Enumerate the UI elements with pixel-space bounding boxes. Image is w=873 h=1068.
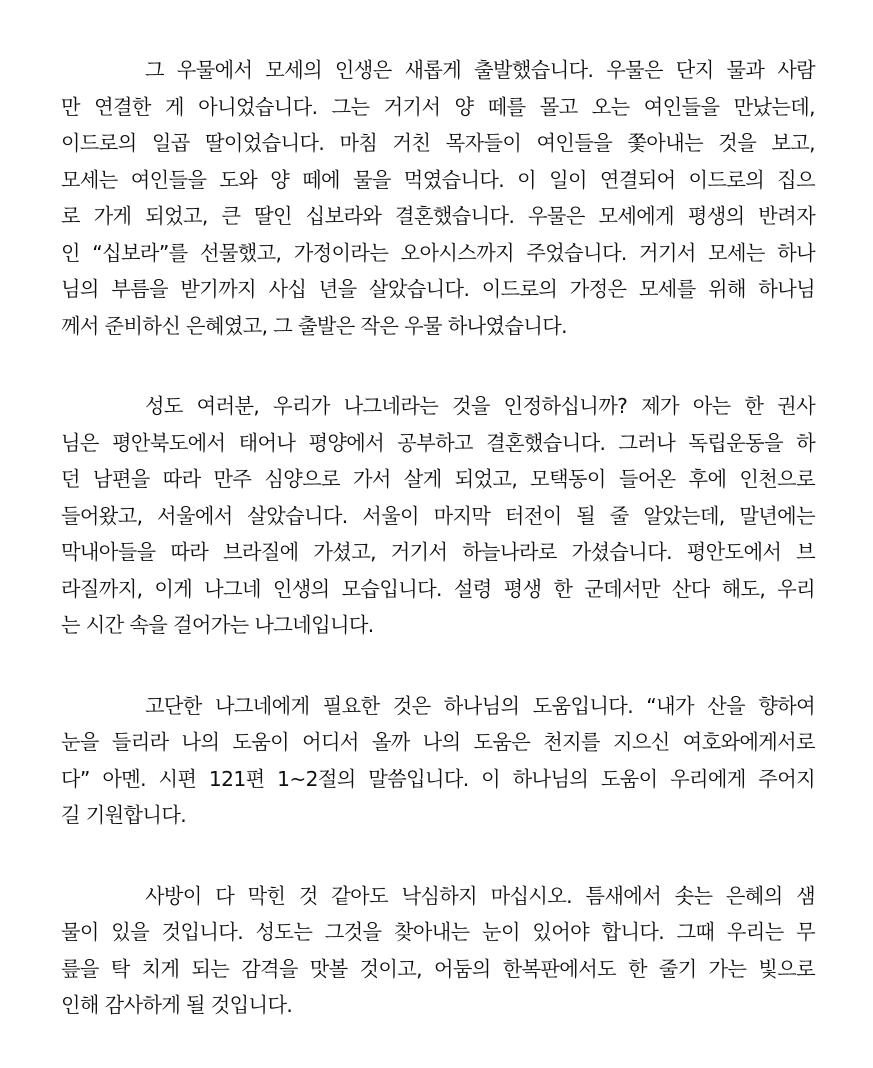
text-line: 인해 감사하게 될 것입니다. [61,993,293,1017]
text-line: 길 기원합니다. [61,803,187,827]
text-line: 께서 준비하신 은혜였고, 그 출발은 작은 우물 하나였습니다. [61,313,567,338]
text-line: 사방이 다 막힌 것 같아도 낙심하지 마십시오. 틈새에서 솟는 은혜의 샘 [145,883,815,908]
text-line: 다” 아멘. 시편 121편 1~2절의 말씀입니다. 이 하나님의 도움이 우리에게 주어지 [61,766,815,791]
text-line: 눈을 들리라 나의 도움이 어디서 올까 나의 도움은 천지를 지으신 여호와에게서로 [61,730,815,754]
text-line: 님의 부름을 받기까지 사십 년을 살았습니다. 이드로의 가정은 모세를 위해 하나님 [61,277,815,301]
text-line: 로 가게 되었고, 큰 딸인 십보라와 결혼했습니다. 우물은 모세에게 평생의 반려자 [61,204,815,228]
text-line: 성도 여러분, 우리가 나그네라는 것을 인정하십니까? 제가 아는 한 권사 [145,394,815,418]
paragraph-spring-of-grace [61,878,815,1024]
text-line: 님은 평안북도에서 태어나 평양에서 공부하고 결혼했습니다. 그러나 독립운동을 하 [61,430,815,455]
text-line: 는 시간 속을 걸어가는 나그네입니다. [61,613,374,637]
paragraph-moses-well [61,52,815,344]
text-line: 그 우물에서 모세의 인생은 새롭게 출발했습니다. 우물은 단지 물과 사람 [145,58,815,82]
text-line: 라질까지, 이게 나그네 인생의 모습입니다. 설령 평생 한 군데서만 산다 해도, 우리 [61,576,815,601]
text-line: 만 연결한 게 아니었습니다. 그는 거기서 양 떼를 몰고 오는 여인들을 만났는데, [61,94,815,119]
text-line: 모세는 여인들을 도와 양 떼에 물을 먹였습니다. 이 일이 연결되어 이드로의 집으 [61,167,815,192]
paragraph-gods-help [61,688,815,834]
text-line: 인 “십보라”를 선물했고, 가정이라는 오아시스까지 주었습니다. 거기서 모세는 하나 [61,240,815,265]
text-line: 들어왔고, 서울에서 살았습니다. 서울이 마지막 터전이 될 줄 알았는데, 말년에는 [61,503,815,528]
text-line: 던 남편을 따라 만주 심양으로 가서 살게 되었고, 모택동이 들어온 후에 인천으로 [61,467,815,491]
text-line: 물이 있을 것입니다. 성도는 그것을 찾아내는 눈이 있어야 합니다. 그때 우리는 무 [61,920,815,944]
text-line: 릎을 탁 치게 되는 감격을 맛볼 것이고, 어둠의 한복판에서도 한 줄기 가는 빛으로 [61,956,815,981]
document-page [61,52,815,1068]
paragraph-pilgrim-life [61,388,815,644]
text-line: 막내아들을 따라 브라질에 가셨고, 거기서 하늘나라로 가셨습니다. 평안도에서 브 [61,540,815,564]
text-line: 이드로의 일곱 딸이었습니다. 마침 거친 목자들이 여인들을 쫓아내는 것을 보고, [61,131,815,155]
text-line: 고단한 나그네에게 필요한 것은 하나님의 도움입니다. “내가 산을 향하여 [145,693,815,718]
